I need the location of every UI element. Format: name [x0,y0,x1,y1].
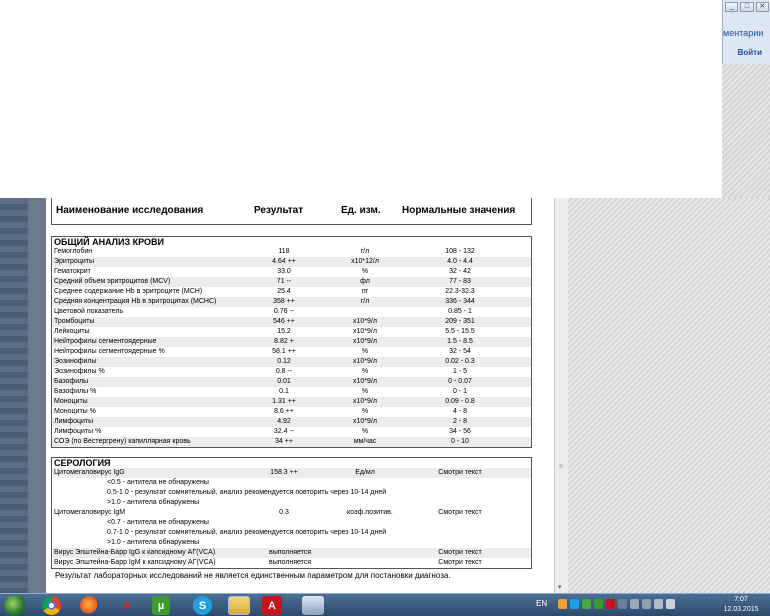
table-row [52,377,531,387]
test-result: 0.1 [279,388,289,395]
test-norm: 5.5 - 15.5 [445,328,475,335]
test-norm: 108 - 132 [445,248,475,255]
test-unit: пг [361,288,369,295]
tray-volume-icon[interactable] [666,599,675,609]
windows-start-icon[interactable] [4,595,26,616]
serology-section-title: СЕРОЛОГИЯ [54,458,111,468]
test-unit: x10*9/л [353,318,377,325]
test-name: СОЭ (по Вестергрену) капиллярная кровь [54,438,191,445]
reference-note: >1.0 - антитела обнаружены [107,499,200,506]
test-unit: Ед/мл [355,469,375,476]
header-norm: Нормальные значения [402,205,516,216]
tray-display-icon[interactable] [630,599,639,609]
test-norm: 2 - 8 [452,418,467,425]
skype-icon[interactable]: S [193,596,212,615]
utorrent-icon[interactable]: µ [152,596,170,615]
test-result: 71 -- [276,278,292,285]
test-result: 34 ++ [275,438,293,445]
test-result: 32.4 -- [273,428,295,435]
test-name: Гематокрит [54,268,91,275]
test-name: Эозинофилы [54,358,97,365]
table-row [52,427,531,437]
test-unit: % [361,268,369,275]
test-result: 118 [278,248,290,255]
system-tray [558,599,675,609]
test-result: 0.12 [277,358,291,365]
reference-note: <0.7 - антитела не обнаружены [107,519,209,526]
windows-taskbar [0,593,770,616]
reference-note-row [52,478,531,488]
test-result: 58.1 ++ [272,348,296,355]
test-unit: % [361,428,369,435]
test-unit: г/л [360,298,370,305]
table-row [52,327,531,337]
cbc-section [51,236,532,448]
serology-section [51,457,532,569]
test-unit: x10*9/л [353,378,377,385]
test-norm: Смотри текст [438,509,482,516]
test-unit: % [361,368,369,375]
test-norm: 1 - 5 [452,368,467,375]
chrome-icon[interactable] [42,596,61,615]
test-result: 4.64 ++ [272,258,296,265]
test-name: Цитомегаловирус IgM [54,509,126,516]
acrobat-reader-icon[interactable]: A [262,596,282,615]
table-row [52,247,531,257]
tray-acrobat-icon[interactable] [606,599,615,609]
cbc-section-title: ОБЩИЙ АНАЛИЗ КРОВИ [54,237,164,247]
test-name: Средний объем эритроцитов (MCV) [54,278,171,285]
reference-note-row [52,538,531,548]
viewer-background [568,198,770,593]
test-result: выполняется [269,559,312,566]
reference-note-row [52,488,531,498]
reference-note-row [52,528,531,538]
table-row [52,317,531,327]
language-indicator[interactable]: EN [536,599,548,608]
test-norm: 0.02 - 0.3 [445,358,475,365]
test-result: 8.82 + [274,338,294,345]
table-row [52,307,531,317]
test-result: 4.92 [277,418,291,425]
table-row [52,277,531,287]
test-unit: x10*9/л [353,338,377,345]
browser-window-fragment [722,0,770,64]
reference-note: 0.7-1.0 - результат сомнительный, анализ рекомендуется повторить через 10-14 дней [107,529,387,536]
test-norm: 4 - 8 [452,408,467,415]
test-name: Лимфоциты [54,418,94,425]
test-result: 15.2 [277,328,291,335]
test-name: Моноциты % [54,408,96,415]
test-unit: x10*9/л [353,358,377,365]
table-row [52,397,531,407]
lab-report-page [46,198,554,593]
test-norm: 0.85 - 1 [448,308,472,315]
tray-usb-icon[interactable] [642,599,651,609]
test-result: 8.6 ++ [274,408,294,415]
header-result: Результат [254,205,304,216]
table-row [52,287,531,297]
firefox-icon[interactable] [80,596,99,615]
table-row [52,367,531,377]
test-unit: x10*12/л [351,258,379,265]
ad-ox-icon[interactable]: A [123,599,131,612]
table-row [52,267,531,277]
reference-note: 0.5-1.0 - результат сомнительный, анализ рекомендуется повторить через 10-14 дней [107,489,387,496]
table-row [52,407,531,417]
scanner-app-icon[interactable] [302,596,324,615]
test-norm: 77 - 83 [449,278,471,285]
header-name: Наименование исследования [56,205,204,216]
test-name: Гемоглобин [54,248,93,255]
test-name: Лимфоциты % [54,428,102,435]
clock-date: 12.03.2015 [723,606,759,613]
test-name: Нейтрофилы сегментоядерные [54,338,157,345]
tray-app-icon[interactable] [558,599,567,609]
viewer-margin [28,198,46,593]
serology-table [52,468,531,568]
test-unit: x10*9/л [353,398,377,405]
table-row [52,437,531,447]
test-norm: Смотри текст [438,549,482,556]
test-norm: 4.0 - 4.4 [447,258,473,265]
table-row [52,508,531,518]
test-name: Моноциты [54,398,88,405]
test-result: 546 ++ [273,318,295,325]
clock-time: 7:07 [734,596,748,603]
test-name: Базофилы [54,378,89,385]
test-name: Цитомегаловирус IgG [54,469,125,476]
tray-network-bars-icon[interactable] [582,599,591,609]
test-result: 1.31 ++ [272,398,296,405]
maximize-button[interactable]: □ [740,2,753,12]
test-unit: коэф.позитив. [347,509,393,516]
table-row [52,337,531,347]
tray-utorrent-icon[interactable] [594,599,603,609]
test-name: Тромбоциты [54,318,95,325]
test-norm: 0 - 10 [451,438,469,445]
scrollbar-grip-icon[interactable]: ≡ [559,464,563,470]
test-name: Лейкоциты [54,328,90,335]
test-result: 0.3 [279,509,289,516]
test-result: 358 ++ [273,298,295,305]
test-norm: Смотри текст [438,469,482,476]
scroll-down-arrow-icon[interactable]: ▾ [558,584,562,591]
test-result: 0.01 [277,378,291,385]
table-row [52,387,531,397]
test-name: Вирус Эпштейна-Барр IgM к капсидному АГ(VCA) [54,559,216,566]
test-result: 33.0 [277,268,291,275]
test-name: Цветовой показатель [54,308,124,315]
test-norm: 0 - 0.07 [448,378,472,385]
report-column-headers [51,198,532,225]
minimize-button[interactable]: _ [725,2,738,12]
test-result: 25.4 [277,288,291,295]
test-unit: % [361,348,369,355]
test-unit: x10*9/л [353,328,377,335]
tray-skype-icon[interactable] [570,599,579,609]
test-result: выполняется [269,549,312,556]
table-row [52,548,531,558]
window-controls [723,0,770,14]
menu-comments-link[interactable]: ментарии [723,28,764,38]
test-unit: мм/час [353,438,377,445]
reference-note: <0.5 - антитела не обнаружены [107,479,209,486]
header-unit: Ед. изм. [341,205,381,216]
login-link[interactable]: Войти [737,48,762,57]
test-norm: 32 - 54 [449,348,471,355]
test-result: 0.76 -- [273,308,295,315]
tray-flag-icon[interactable] [618,599,627,609]
test-name: Среднее содержание Hb в эритроците (MCH) [54,288,203,295]
tray-network-icon[interactable] [654,599,663,609]
vertical-scrollbar[interactable] [554,198,568,593]
report-footnote: Результат лабораторных исследований не является единственным параметром для постановки диагноза. [55,571,451,580]
table-row [52,558,531,568]
test-norm: 1.5 - 8.5 [447,338,473,345]
test-name: Средняя концентрация Hb в эритроцитах (MCHC) [54,298,217,305]
test-name: Нейтрофилы сегментоядерные % [54,348,165,355]
background-pattern [722,64,770,198]
test-norm: 0 - 1 [452,388,467,395]
test-name: Вирус Эпштейна-Барр IgG к капсидному АГ(VCA) [54,549,216,556]
test-norm: 34 - 56 [449,428,471,435]
test-norm: 32 - 42 [449,268,471,275]
table-row [52,297,531,307]
table-row [52,257,531,267]
test-norm: Смотри текст [438,559,482,566]
close-button[interactable]: ✕ [756,2,769,12]
reference-note: >1.0 - антитела обнаружены [107,539,200,546]
test-name: Эритроциты [54,258,94,265]
test-unit: % [361,408,369,415]
table-row [52,357,531,367]
test-unit: г/л [360,248,370,255]
blank-overlay [0,0,722,198]
test-unit: фл [360,278,370,285]
reference-note-row [52,498,531,508]
test-unit: % [361,388,369,395]
test-name: Базофилы % [54,388,97,395]
taskbar-clock[interactable] [716,595,766,615]
test-name: Эозинофилы % [54,368,105,375]
cbc-table [52,247,531,447]
left-panel-strip [0,198,28,593]
test-norm: 0.09 - 0.8 [445,398,475,405]
reference-note-row [52,518,531,528]
table-row [52,468,531,478]
file-explorer-icon[interactable] [228,596,250,615]
test-result: 158.3 ++ [270,469,298,476]
table-row [52,347,531,357]
test-norm: 336 - 344 [445,298,475,305]
test-result: 0.8 -- [275,368,293,375]
test-unit: x10*9/л [353,418,377,425]
test-norm: 22.3-32.3 [445,288,475,295]
test-norm: 209 - 351 [445,318,475,325]
table-row [52,417,531,427]
